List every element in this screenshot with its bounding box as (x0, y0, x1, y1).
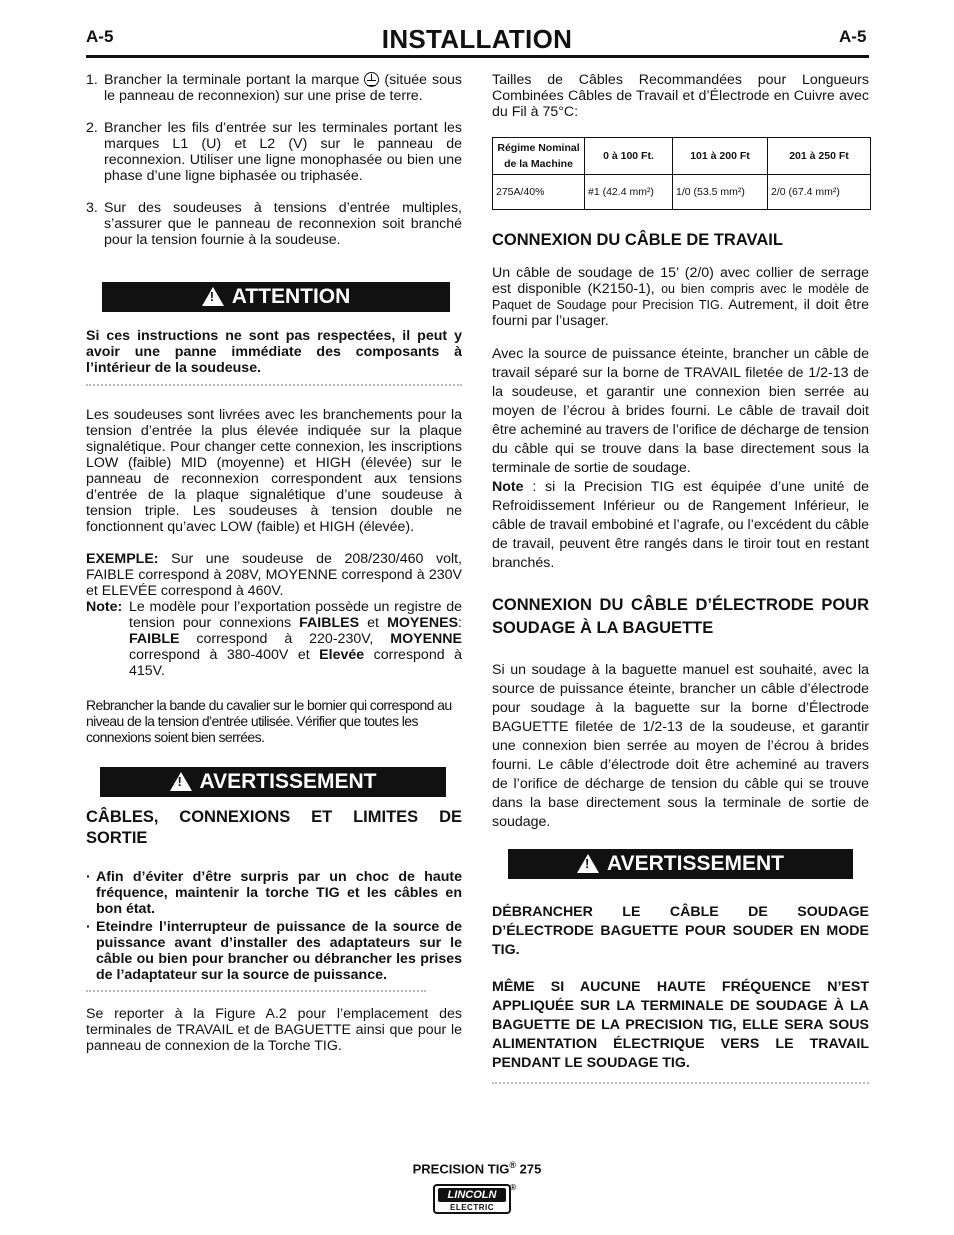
list-item: 2. Brancher les fils d’entrée sur les terminales portant les marques L1 (U) et L2 (V) sur le panneau de reconnexion. Utiliser une ligne monophasée ou bien une phase d’une ligne biphasée ou triphasée. (86, 120, 462, 184)
work-cable-paragraph-2: Avec la source de puissance éteinte, brancher un câble de travail séparé sur la borne de TRAVAIL filetée de 1/2-13 de la soudeuse, et garantir une connexion bien serrée au moyen de l’écrou à brides fourni. Le câble de travail doit être acheminé au travers de l’orifice de décharge de tension du câble qui se trouve dans la base directement sous la terminale de sortie de soudage. (492, 346, 869, 476)
instruction-list (86, 72, 462, 248)
avertissement-banner-left: ! AVERTISSEMENT (100, 767, 446, 797)
table-header: 0 à 100 Ft. (585, 138, 673, 175)
warning-text-1: DÉBRANCHER LE CÂBLE DE SOUDAGE D’ÉLECTRODE BAGUETTE POUR SOUDER EN MODE TIG. (492, 904, 869, 958)
ground-symbol-icon (364, 72, 379, 87)
divider (86, 384, 462, 386)
cable-size-table (492, 137, 871, 210)
work-cable-heading: CONNEXION DU CÂBLE DE TRAVAIL (492, 231, 783, 249)
lincoln-electric-logo: LINCOLN ELECTRIC ® (433, 1184, 511, 1214)
cables-heading: CÂBLES, CONNEXIONS ET LIMITES DE SORTIE (86, 808, 462, 847)
list-item: 3. Sur des soudeuses à tensions d’entrée multiples, s’assurer que le panneau de reconnexion soit branché pour la tension fournie à la soudeuse. (86, 200, 462, 248)
warning-triangle-icon (170, 772, 192, 791)
list-item: · Afin d’éviter d’être surpris par un choc de haute fréquence, maintenir la torche TIG et les câbles en bon état. (86, 869, 462, 917)
list-item: 1. Brancher la terminale portant la marque (située sous le panneau de reconnexion) sur une prise de terre. (86, 72, 462, 104)
stick-electrode-heading: CONNEXION DU CÂBLE D’ÉLECTRODE POUR SOUDAGE À LA BAGUETTE (492, 596, 869, 637)
note-block: Note: Le modèle pour l’exportation possède un registre de tension pour connexions FAIBLES et MOYENES: FAIBLE correspond à 220-230V, MOYENNE correspond à 380-400V et Elevée correspond à 415V. (86, 599, 463, 679)
model-name: PRECISION TIG® 275 (412, 1160, 542, 1177)
attention-banner: ! ATTENTION (102, 282, 450, 312)
jumper-paragraph: Rebrancher la bande du cavalier sur le bornier qui correspond au niveau de la tension d’entrée utilisée. Vérifier que toutes les connexions soient bien serrées. (86, 697, 452, 745)
page-title: INSTALLATION (381, 24, 573, 54)
attention-text: Si ces instructions ne sont pas respectées, il peut y avoir une panne immédiate des composants à l’intérieur de la soudeuse. (86, 328, 462, 376)
list-item: · Eteindre l’interrupteur de puissance de la source de puissance avant d’installer des adaptateurs sur le câble ou bien pour brancher ou débrancher les prises de l’adaptateur sur la source de puissance. (86, 919, 462, 983)
table-cell: 1/0 (53.5 mm²) (673, 175, 768, 210)
example-paragraph: EXEMPLE: Sur une soudeuse de 208/230/460 volt, FAIBLE correspond à 208V, MOYENNE correspond à 230V et ELEVÉE correspond à 460V. (86, 551, 463, 599)
table-header-row (493, 138, 871, 175)
header-rule (86, 55, 869, 58)
page-number-right: A-5 (839, 27, 867, 46)
table-header: Régime Nominal de la Machine (493, 138, 585, 175)
divider (86, 990, 426, 992)
work-cable-paragraph-1: Un câble de soudage de 15’ (2/0) avec collier de serrage est disponible (K2150-1), ou bien compris avec le modèle de Paquet de Soudage pour Precision TIG. Autrement, il doit être fourni par l’usager. (492, 265, 869, 329)
warning-triangle-icon (202, 287, 224, 306)
bullet: · (86, 919, 91, 935)
page-number-left: A-5 (86, 27, 114, 46)
warning-text-2: MÊME SI AUCUNE HAUTE FRÉQUENCE N’EST APPLIQUÉE SUR LA TERMINALE DE SOUDAGE À LA BAGUETTE DE LA PRECISION TIG, ELLE SERA SOUS ALIMENTATION ÉLECTRIQUE VERS LE TRAVAIL PENDANT LE SOUDAGE TIG. (492, 979, 869, 1071)
bullet-list (86, 869, 462, 983)
figure-paragraph: Se reporter à la Figure A.2 pour l’emplacement des terminales de TRAVAIL et de BAGUETTE ainsi que pour le panneau de connexion de la Torche TIG. (86, 1006, 462, 1054)
left-column (86, 70, 462, 1054)
table-cell: 2/0 (67.4 mm²) (768, 175, 871, 210)
voltage-paragraph: Les soudeuses sont livrées avec les branchements pour la tension d’entrée la plus élevée indiquée sur la plaque signalétique. Pour changer cette connexion, les inscriptions LOW (faible) MID (moyenne) et HIGH (élevée) sur le panneau de reconnexion correspondent aux tensions d’entrée de la plaque signalétique d’une soudeuse à tension triple. Les soudeuses à tension double ne fonctionnent qu’avec LOW (faible) et HIGH (élevée). (86, 407, 462, 535)
cable-intro: Tailles de Câbles Recommandées pour Longueurs Combinées Câbles de Travail et d’Électrode en Cuivre avec du Fil à 75°C: (492, 72, 869, 120)
right-column (492, 70, 869, 1084)
table-cell: 275A/40% (493, 175, 585, 210)
work-cable-note: Note : si la Precision TIG est équipée d’une unité de Refroidissement Inférieur ou de Rangement Inférieur, le câble de travail embobiné et l’agrafe, ou l’excédent du câble de travail, peuvent être rangés dans le tiroir tout en restant branchés. (492, 479, 870, 571)
warning-triangle-icon (577, 854, 599, 873)
note-label: Note: (86, 599, 123, 615)
bullet: · (86, 869, 91, 885)
table-cell: #1 (42.4 mm²) (585, 175, 673, 210)
table-header: 201 à 250 Ft (768, 138, 871, 175)
avertissement-banner-right: ! AVERTISSEMENT (508, 849, 853, 879)
table-header: 101 à 200 Ft (673, 138, 768, 175)
table-row (493, 175, 871, 210)
divider (492, 1082, 869, 1084)
stick-electrode-paragraph: Si un soudage à la baguette manuel est souhaité, avec la source de puissance éteinte, brancher un câble d’électrode pour soudage à la baguette sur la borne d’Électrode BAGUETTE filetée de 1/2-13 de la soudeuse, et garantir une connexion bien serrée au moyen de l’écrou à brides fourni. Le câble d’électrode doit être acheminé au travers de l’orifice de décharge de tension du câble qui se trouve dans la base directement sous la terminale de sortie de soudage. (492, 662, 869, 830)
